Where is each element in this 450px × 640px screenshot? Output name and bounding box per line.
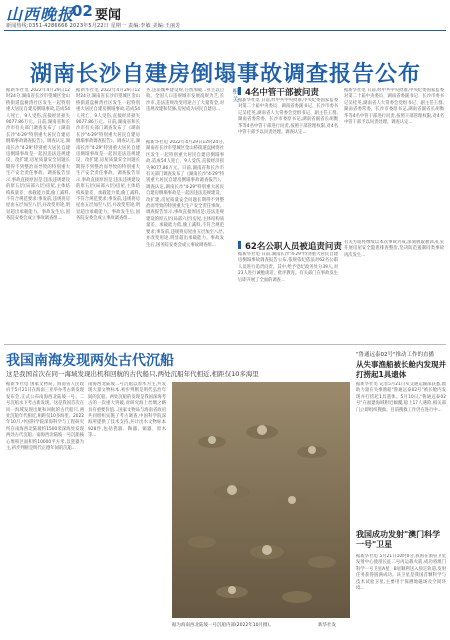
story2-col-1: 据新华社电 国家文物局、海南省人民政府于5月21日在海南三亚举办考古新发现发布会,正式公布南海西北陆坡一号、二号沉船水下考古新发现。这是我国首次在同一海域发现出航和回航的古代船只,两处沉船年代相近,相距仅10多海里。2022年10月,中国科学院深海科学与工程研究所在南海西北陆坡约1500米深海处发现两处古代沉船。南海西北陆坡一号沉船核心堆积区面积约10000平方米,以瓷器为主,初步判断是明代正德年间的沉船... bbox=[6, 382, 84, 452]
story4-text: 据新华社电 5月21日10时0分,我国在酒泉卫星发射中心使用长征二号丙运载火箭,成功将澳门科学一号卫星A星、B星顺利送入预定轨道,发射任务获得圆满成功。该卫星是我国首颗科学与技术试验卫星,主要用于探测地磁场及空间环境... bbox=[356, 554, 446, 592]
lead-col-2b: 据新华社电 2022年4月29日12时24分,湖南省长沙市望城区金山桥街道盘树湾社区发生一起特别重大居民自建房倒塌事故,造成54人死亡、9人受伤,直接经济损失9077.86万元。日前,湖南省和长沙市有关部门调查发布了《湖南长沙"4·29"特别重大居民自建房倒塌事故调查报告》。调查认定,湖南长沙"4·29"特别重大居民自建房倒塌事故是一起因违法违规建设、改扩建,房屋质量安全问题长期得不到整治而导致的特别重大生产安全责任事故。调查报告显示,事故直接原因是:违法违规建设的原五层(局部六层)房屋,主体结构质量差、承载能力低,偷工减料,不符合规范要求;事发前,违规将房屋由五层加至八层,并改变用途,明显超出承载能力。事故发生后,国务院安委会成立事故调查组... bbox=[146, 140, 224, 248]
subhead-bar bbox=[238, 241, 241, 249]
shipwreck-photo bbox=[172, 382, 350, 618]
subhead-bar bbox=[238, 87, 241, 95]
lead-col-1b: 据新华社电 2022年4月29日12时24分,湖南省长沙市望城区金山桥街道盘树湾社区发生一起特别重大居民自建房倒塌事故,造成54人死亡、9人受伤,直接经济损失9077.86万元。日前,湖南省和长沙市有关部门调查发布了《湖南长沙"4·29"特别重大居民自建房倒塌事故调查报告》。调查认定,湖南长沙"4·29"特别重大居民自建房倒塌事故是一起因违法违规建设、改扩建,房屋质量安全问题长期得不到整治而导致的特别重大生产安全责任事故。调查报告显示,事故直接原因是:违法违规建设的原五层(局部六层)房屋,主体结构质量差、承载能力低,偷工减料,不符合规范要求;事发前,违规将房屋由五层加至八层,并改变用途,明显超出承载能力。事故发生后,国务院安委会成立事故调查组... bbox=[76, 88, 140, 222]
subhead-cadres: 4名中管干部被问责 bbox=[245, 88, 319, 98]
section-divider bbox=[4, 344, 446, 345]
story2-headline: 我国南海发现两处古代沉船 bbox=[6, 353, 174, 369]
photo-credit: 新华社发 bbox=[318, 623, 336, 628]
masthead-info: 新闻热线:0351-4286666 2023年5月22日 星期一 责编:李敏 美编:王丽芳 bbox=[6, 23, 181, 29]
photo-caption: 据为海南西北陆坡一号沉船内部(2022年10月摄)。 bbox=[172, 623, 274, 628]
lead-headline: 湖南长沙自建房倒塌事故调查报告公布 bbox=[30, 62, 422, 87]
cadres-text-a: 据新华社电 日前,经中共中央批准,中央纪委国家监委对第二十届中央委员、湖南省委副书记、长沙市委书记吴桂英,湖南省人大常委会党组书记、副主任王群,湖南省委常委、长沙市委原书记,湖南省副省长胡衡华等4名中管干部进行问责,按照干部管理权限,对4名中管干部予以问责处理。调查认定... bbox=[238, 98, 338, 136]
page-number: 02 bbox=[72, 2, 93, 20]
shipwreck-illustration bbox=[172, 382, 350, 618]
lead-col-2: 务,违法城乡建设规,任然加载...业主以自收。全国人口违规城市发展高规为乏,长沙市,违法违规改变用途占了大量资金,对违规改建和装修,房屋成为居民自建房... bbox=[146, 88, 224, 113]
story4-headline: 我国成功发射"澳门科学一号"卫星 bbox=[356, 530, 441, 549]
related-label: 相关 bbox=[231, 88, 238, 104]
officials-text-b: 有关方面将继续以本次事故为戒,深刻吸取教训,扎实开展房屋安全隐患排查整治,坚决防范遏制同类事故再次发生... bbox=[344, 240, 444, 258]
story2-deck: 这是我国首次在同一海域发现出机和回航的古代船只,两处沉船年代相近,相距仅10多海里 bbox=[6, 370, 259, 378]
subhead-officials: 62名公职人员被追责问责 bbox=[245, 242, 342, 252]
masthead-rule bbox=[4, 30, 446, 31]
section-name: 要闻 bbox=[95, 8, 122, 23]
story3-text: 据新华社电 记者5月21日从交通运输部获悉,救助力量在失事渔船"鲁通远泰02号"被长舱内发现并打捞起1具遗体。5月10日,"鲁通远泰02号"在福建海域附近倾覆,船上17人遇险,相关部门立即组织搜救。目前搜救工作仍在进行中... bbox=[356, 382, 446, 413]
story2-col-2: 南海西北陆坡二号沉船以原木为主,共发现大量文物标本,初步判断是明代弘治年间的沉船。两处沉船的发现是我国深海考古的一次重大突破,对研究海上丝绸之路具有重要价值...国家文物局与海南省政府共同组织实施了考古调查,中国科学院深海所提供了技术支持,共计出水文物标本928件,包括瓷器、陶器、铜器、原木等... bbox=[88, 382, 166, 439]
story3-deck: "鲁通远泰02号"推动工作的直播 bbox=[356, 352, 435, 358]
officials-text: 据新华社电 日前,湖南长沙"4·29"特别重大居民自建房倒塌事故调查报告公布,依规依纪依法对62名公职人员进行追责问责。其中,给予党纪政务处分39人,对23人进行诫勉谈话、批评教育。有关部门在事故发生后即开展了全面的调查... bbox=[238, 252, 338, 283]
lead-col-1: 据新华社电 2022年4月29日12时24分,湖南省长沙市望城区金山桥街道盘树湾社区发生一起特别重大居民自建房倒塌事故,造成54人死亡、9人受伤,直接经济损失9077.86万元。日前,湖南省和长沙市有关部门调查发布了《湖南长沙"4·29"特别重大居民自建房倒塌事故调查报告》。调查认定,湖南长沙"4·29"特别重大居民自建房倒塌事故是一起因违法违规建设、改扩建,房屋质量安全问题长期得不到整治而导致的特别重大生产安全责任事故。调查报告显示,事故直接原因是:违法违规建设的原五层(局部六层)房屋,主体结构质量差、承载能力低,偷工减料,不符合规范要求;事发前,违规将房屋由五层加至八层,并改变用途,明显超出承载能力。事故发生后,国务院安委会成立事故调查组... bbox=[6, 88, 70, 222]
masthead-logo: 山西晚报 bbox=[6, 5, 75, 24]
cadres-text-b: 据新华社电 日前,经中共中央批准,中央纪委国家监委对第二十届中央委员、湖南省委副书记、长沙市委书记吴桂英,湖南省人大常委会党组书记、副主任王群,湖南省委常委、长沙市委原书记,湖南省副省长胡衡华等4名中管干部进行问责,按照干部管理权限,对4名中管干部予以问责处理。调查认定... bbox=[344, 88, 444, 126]
story3-headline: 从失事渔船被长舱内发现并打捞起1具遗体 bbox=[356, 360, 446, 379]
